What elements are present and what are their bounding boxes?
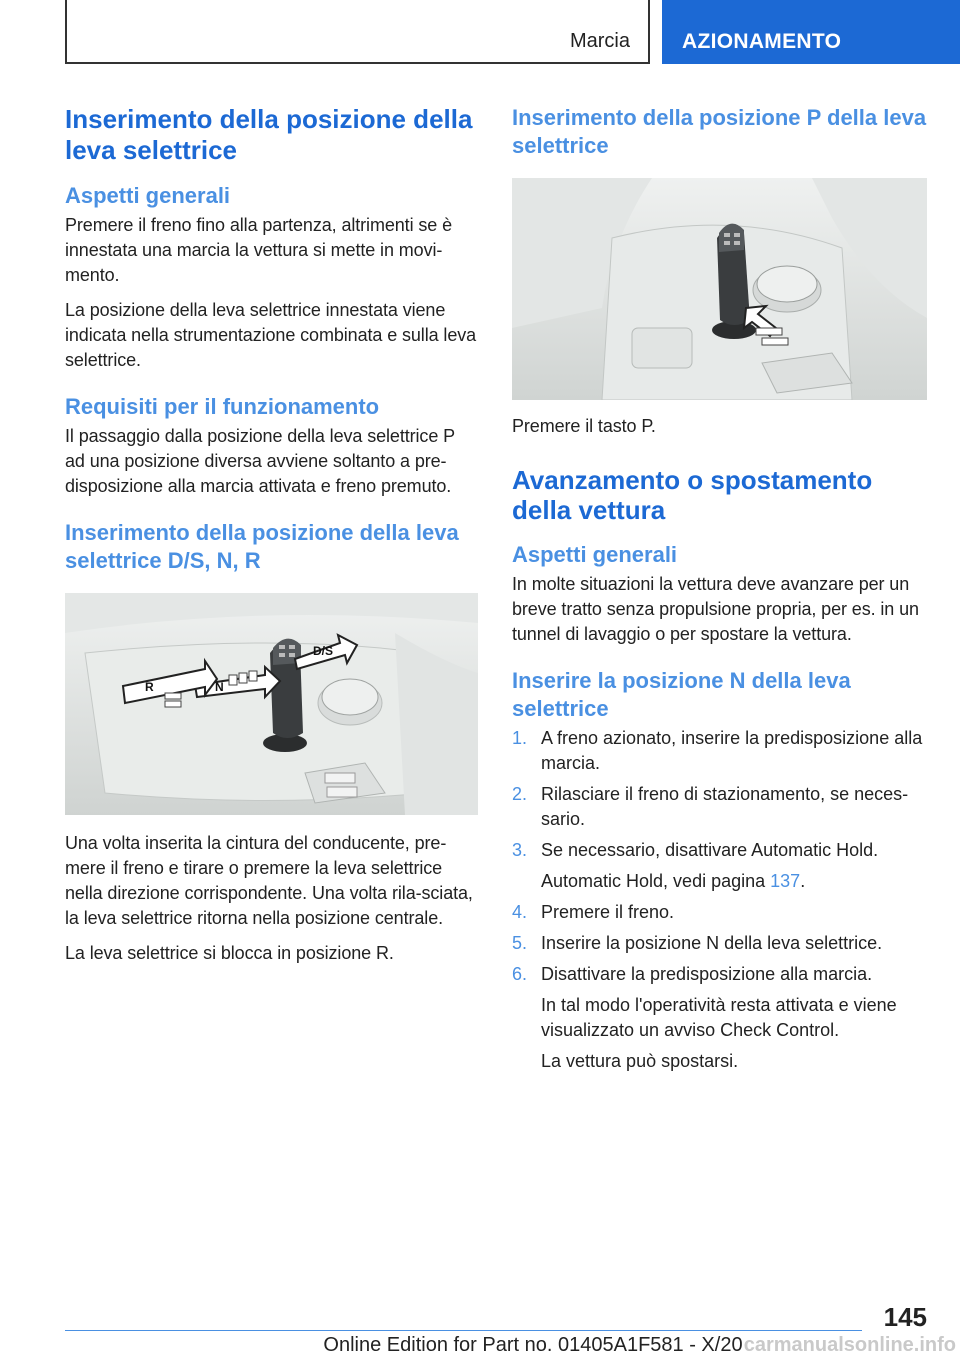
- step-number: 5.: [512, 933, 528, 953]
- n-position-steps: [512, 726, 927, 1074]
- aspetti-paragraph-1: Premere il freno fino alla partenza, altrimenti se è innestata una marcia la vettura si mette in movi-mento.: [65, 215, 452, 285]
- aspetti-paragraph-2: La posizione della leva selettrice innestata viene indicata nella strumentazione combinata e sulla leva selettrice.: [65, 300, 477, 370]
- header-chapter-tab: AZIONAMENTO: [662, 0, 960, 64]
- header-section-box: [65, 0, 650, 64]
- step-subtext-2: La vettura può spostarsi.: [541, 1051, 739, 1071]
- requisiti-paragraph: Il passaggio dalla posizione della leva selettrice P ad una posizione diversa avviene soltanto a pre-disposizione alla marcia attivata e freno premuto.: [65, 426, 455, 496]
- main-heading: Inserimento della posizione della leva selettrice: [65, 104, 473, 165]
- illus-label-r: R: [145, 680, 154, 694]
- step-subtext: Automatic Hold, vedi pagina 137.: [541, 871, 806, 891]
- right-aspetti-heading: Aspetti generali: [512, 542, 678, 567]
- page-header: [65, 0, 960, 66]
- page-number: 145: [883, 1302, 927, 1332]
- left-column: [65, 104, 478, 976]
- header-section-title: Marcia: [569, 30, 630, 52]
- right-aspetti-paragraph: In molte situazioni la vettura deve avanzare per un breve tratto senza propulsione propria, per es. in un tunnel di lavaggio o per spostare la vettura.: [512, 574, 919, 644]
- illus-label-ds: D/S: [313, 644, 334, 658]
- step-subtext: In tal modo l'operatività resta attivata e viene visualizzato un avviso Check Control.: [541, 995, 897, 1040]
- aspetti-heading: Aspetti generali: [65, 183, 231, 208]
- step-text: Inserire la posizione N della leva selettrice.: [541, 933, 883, 953]
- avanzamento-heading: Avanzamento o spostamento della vettura: [512, 465, 873, 525]
- requisiti-heading: Requisiti per il funzionamento: [65, 394, 380, 419]
- footer-edition: Online Edition for Part no. 01405A1F581 - X/20: [323, 1334, 743, 1356]
- right-column: [512, 104, 927, 1080]
- step-text: Rilasciare il freno di stazionamento, se neces-sario.: [541, 784, 909, 829]
- step-text: A freno azionato, inserire la predisposizione alla marcia.: [541, 728, 923, 773]
- step-text: Premere il freno.: [541, 902, 675, 922]
- footer-divider: [65, 1330, 862, 1331]
- p-position-paragraph: Premere il tasto P.: [512, 416, 656, 436]
- p-position-heading: Inserimento della posizione P della leva selettrice: [512, 105, 927, 158]
- list-item: [512, 931, 927, 956]
- step-number: 3.: [512, 840, 528, 860]
- n-position-heading: Inserire la posizione N della leva selettrice: [512, 668, 851, 721]
- dsnr-paragraph-1: Una volta inserita la cintura del conducente, pre-mere il freno e tirare o premere la leva selettrice nella direzione corrispondente. Una volta rila-sciata, la leva selettrice ritorna nella posizione centrale.: [65, 833, 473, 928]
- step-number: 2.: [512, 784, 528, 804]
- step-text: Se necessario, disattivare Automatic Hold.: [541, 840, 879, 860]
- step-number: 6.: [512, 964, 528, 984]
- step-number: 4.: [512, 902, 528, 922]
- list-item: [512, 782, 927, 832]
- step-text: Disattivare la predisposizione alla marcia.: [541, 964, 873, 984]
- list-item: [512, 838, 927, 894]
- dsnr-heading: Inserimento della posizione della leva selettrice D/S, N, R: [65, 520, 459, 573]
- gear-selector-p-illustration: [512, 178, 927, 400]
- dsnr-paragraph-2: La leva selettrice si blocca in posizione R.: [65, 943, 394, 963]
- list-item: [512, 900, 927, 925]
- watermark: carmanualsonline.info: [743, 1334, 956, 1356]
- list-item: [512, 726, 927, 776]
- list-item: [512, 962, 927, 1074]
- step-number: 1.: [512, 728, 528, 748]
- gear-selector-dsnr-illustration: [65, 593, 478, 815]
- page-link-137[interactable]: 137: [770, 871, 801, 891]
- illus-label-n: N: [215, 680, 224, 694]
